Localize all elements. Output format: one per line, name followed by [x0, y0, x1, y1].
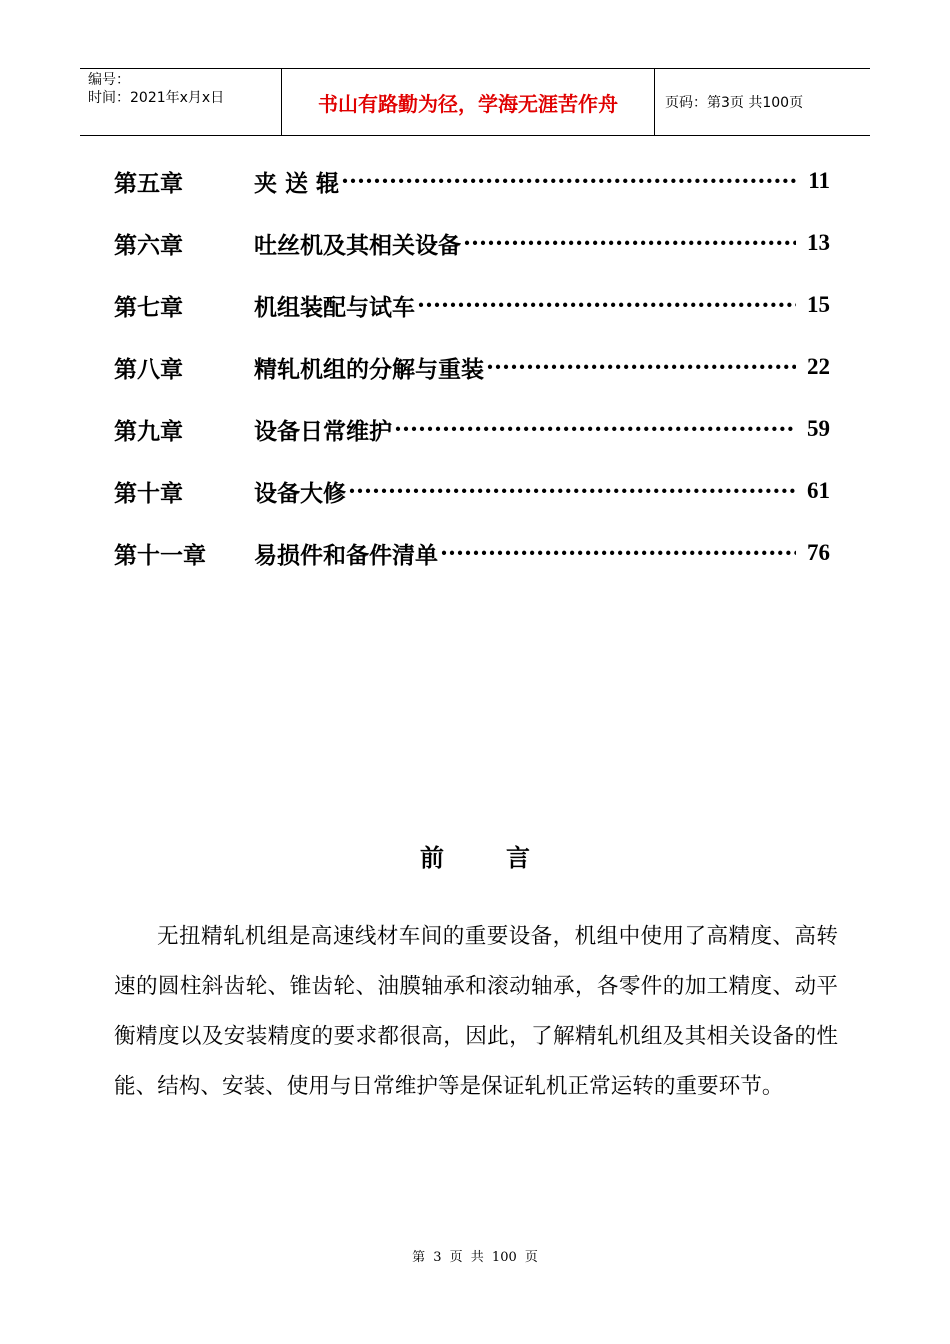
toc-leader-dots: [463, 230, 796, 257]
toc-page-number: 13: [807, 230, 830, 255]
toc-title: 设备日常维护: [254, 417, 392, 445]
toc-leader-dots: [486, 354, 796, 381]
header-page-info: 页码：第3页 共100页: [665, 95, 804, 111]
toc-title: 机组装配与试车: [254, 293, 415, 321]
toc-leader-dots: [348, 478, 796, 505]
toc-row[interactable]: [114, 398, 830, 460]
toc-row[interactable]: [114, 274, 830, 336]
toc-leader-dots: [440, 540, 796, 567]
toc-title: 夹 送 辊: [254, 169, 340, 197]
toc-page-number: 61: [807, 478, 830, 503]
toc-row[interactable]: [114, 212, 830, 274]
toc-page-number: 76: [807, 540, 830, 565]
toc-title: 吐丝机及其相关设备: [254, 231, 461, 259]
table-of-contents: [114, 150, 830, 584]
header-motto: 书山有路勤为径，学海无涯苦作舟: [282, 69, 655, 135]
toc-page-number: 11: [808, 168, 830, 193]
toc-chapter: 第十章: [114, 479, 183, 507]
header-number-label: 编号：: [88, 72, 130, 88]
toc-title: 精轧机组的分解与重装: [254, 355, 484, 383]
toc-title: 易损件和备件清单: [254, 541, 438, 569]
toc-leader-dots: [341, 168, 796, 195]
toc-row[interactable]: [114, 336, 830, 398]
page-header: [80, 68, 870, 136]
preface-heading: 前言: [420, 843, 592, 872]
toc-chapter: 第十一章: [114, 541, 206, 569]
toc-chapter: 第九章: [114, 417, 183, 445]
toc-page-number: 59: [807, 416, 830, 441]
toc-chapter: 第八章: [114, 355, 183, 383]
toc-page-number: 22: [807, 354, 830, 379]
preface-body: 无扭精轧机组是高速线材车间的重要设备，机组中使用了高精度、高转速的圆柱斜齿轮、锥齿轮、油膜轴承和滚动轴承，各零件的加工精度、动平衡精度以及安装精度的要求都很高，因此，了解精轧机组及其相关设备的性能、结构、安装、使用与日常维护等是保证轧机正常运转的重要环节。: [114, 924, 838, 1099]
toc-row[interactable]: [114, 150, 830, 212]
toc-title: 设备大修: [254, 479, 346, 507]
toc-leader-dots: [394, 416, 796, 443]
header-time-label: 时间：2021年x月x日: [88, 90, 225, 106]
page-footer: 第 3 页 共 100 页: [412, 1250, 538, 1265]
toc-row[interactable]: [114, 522, 830, 584]
toc-row[interactable]: [114, 460, 830, 522]
toc-leader-dots: [417, 292, 796, 319]
toc-chapter: 第七章: [114, 293, 183, 321]
toc-page-number: 15: [807, 292, 830, 317]
toc-chapter: 第五章: [114, 169, 183, 197]
toc-chapter: 第六章: [114, 231, 183, 259]
header-meta: [80, 69, 282, 135]
